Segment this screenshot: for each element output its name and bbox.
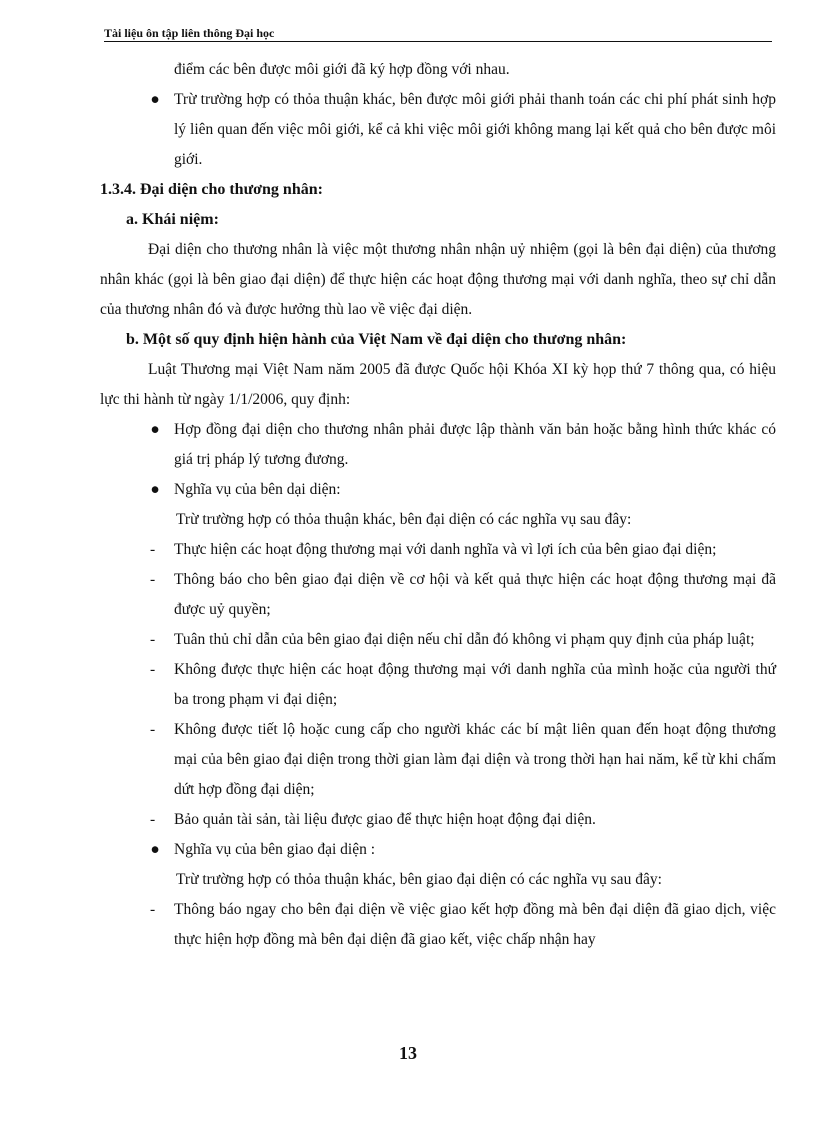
bullet-text: Trừ trường hợp có thỏa thuận khác, bên được môi giới phải thanh toán các chi phí phát sinh hợp lý liên quan đến việc môi giới, kể cả khi việc môi giới không mang lại kết quả cho bên được môi giới. — [174, 91, 776, 168]
dash-text: Không được thực hiện các hoạt động thương mại với danh nghĩa của mình hoặc của người thứ ba trong phạm vi đại diện; — [174, 661, 776, 708]
dash-text: Tuân thủ chỉ dẫn của bên giao đại diện nếu chỉ dẫn đó không vi phạm quy định của pháp luật; — [174, 631, 755, 648]
list-item — [100, 625, 776, 655]
running-header: Tài liệu ôn tập liên thông Đại học — [104, 26, 772, 42]
dash-marker: - — [150, 811, 156, 828]
bullet-icon: ● — [150, 421, 160, 438]
bullet-icon: ● — [150, 91, 160, 108]
continuation-line: điểm các bên được môi giới đã ký hợp đồng với nhau. — [174, 61, 510, 78]
list-item — [100, 85, 776, 175]
law-paragraph: Luật Thương mại Việt Nam năm 2005 đã được Quốc hội Khóa XI kỳ họp thứ 7 thông qua, có hiệu lực thi hành từ ngày 1/1/2006, quy định: — [100, 361, 776, 408]
definition-paragraph: Đại diện cho thương nhân là việc một thương nhân nhận uỷ nhiệm (gọi là bên đại diện) của thương nhân khác (gọi là bên giao đại diện) để thực hiện các hoạt động thương mại với danh nghĩa, theo sự chỉ dẫn của thương nhân đó và được hưởng thù lao về việc đại diện. — [100, 241, 776, 318]
dash-marker: - — [150, 541, 156, 558]
list-item — [100, 655, 776, 715]
dash-marker: - — [150, 721, 156, 738]
dash-text: Thông báo ngay cho bên đại diện về việc giao kết hợp đồng mà bên đại diện đã giao dịch, việc thực hiện hợp đồng mà bên đại diện đã giao kết, việc chấp nhận hay — [174, 901, 776, 948]
subsection-heading-b: b. Một số quy định hiện hành của Việt Nam về đại diện cho thương nhân: — [126, 331, 627, 348]
dash-text: Thông báo cho bên giao đại diện về cơ hội và kết quả thực hiện các hoạt động thương mại đã được uỷ quyền; — [174, 571, 776, 618]
dash-text: Thực hiện các hoạt động thương mại với danh nghĩa và vì lợi ích của bên giao đại diện; — [174, 541, 717, 558]
dash-text: Bảo quản tài sản, tài liệu được giao để thực hiện hoạt động đại diện. — [174, 811, 596, 828]
list-item — [100, 475, 776, 505]
list-item — [100, 895, 776, 955]
dash-marker: - — [150, 571, 156, 588]
page-number: 13 — [399, 1043, 417, 1063]
bullet-icon: ● — [150, 481, 160, 498]
bullet-icon: ● — [150, 841, 160, 858]
list-item — [100, 715, 776, 805]
list-item — [100, 415, 776, 475]
subsection-heading-a: a. Khái niệm: — [126, 211, 219, 228]
page-body — [100, 55, 776, 955]
bullet-text: Hợp đồng đại diện cho thương nhân phải được lập thành văn bản hoặc bằng hình thức khác có giá trị pháp lý tương đương. — [174, 421, 776, 468]
bullet-text: Nghĩa vụ của bên giao đại diện : — [174, 841, 376, 858]
dash-text: Không được tiết lộ hoặc cung cấp cho người khác các bí mật liên quan đến hoạt động thương mại của bên giao đại diện trong thời gian làm đại diện và trong thời hạn hai năm, kể từ khi chấm dứt hợp đồng đại diện; — [174, 721, 776, 798]
agent-intro: Trừ trường hợp có thỏa thuận khác, bên đại diện có các nghĩa vụ sau đây: — [176, 511, 632, 528]
section-heading: 1.3.4. Đại diện cho thương nhân: — [100, 181, 323, 198]
dash-marker: - — [150, 661, 156, 678]
list-item — [100, 835, 776, 865]
dash-marker: - — [150, 631, 156, 648]
list-item — [100, 805, 776, 835]
list-item — [100, 535, 776, 565]
bullet-text: Nghĩa vụ của bên dại diện: — [174, 481, 341, 498]
list-item — [100, 565, 776, 625]
principal-intro: Trừ trường hợp có thỏa thuận khác, bên giao đại diện có các nghĩa vụ sau đây: — [176, 871, 662, 888]
dash-marker: - — [150, 901, 156, 918]
